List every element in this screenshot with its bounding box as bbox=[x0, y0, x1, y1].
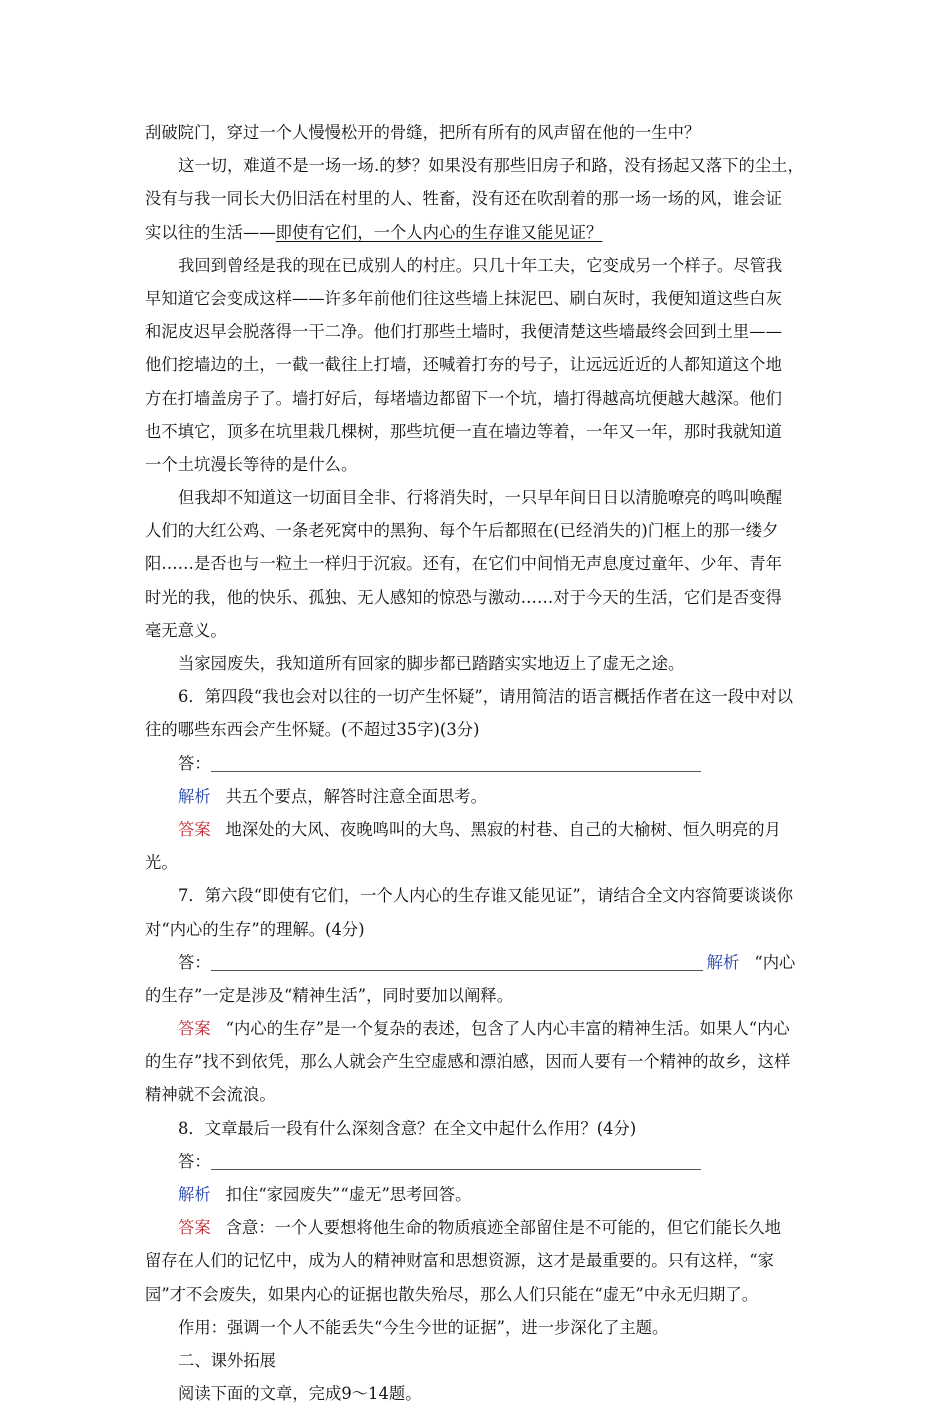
answer-prefix: 答： bbox=[178, 952, 211, 972]
analysis-text: 共五个要点，解答时注意全面思考。 bbox=[225, 786, 487, 806]
underlined-sentence: 即使有它们，一个人内心的生存谁又能见证？ bbox=[275, 222, 603, 242]
answer-line bbox=[145, 946, 810, 979]
answer-key-line bbox=[145, 1012, 810, 1045]
question-6-line: 往的哪些东西会产生怀疑。(不超过35字)(3分) bbox=[145, 720, 480, 740]
answer-key-line: 作用：强调一个人不能丢失“今生今世的证据”，进一步深化了主题。 bbox=[178, 1317, 669, 1337]
answer-key-label: 答案 bbox=[178, 1019, 211, 1039]
answer-blank[interactable] bbox=[211, 1168, 701, 1170]
answer-key-line bbox=[145, 813, 810, 846]
passage-line: 和泥皮迟早会脱落得一干二净。他们打那些土墙时，我便清楚这些墙最终会回到土里—— bbox=[145, 322, 782, 342]
passage-line: 刮破院门，穿过一个人慢慢松开的骨缝，把所有所有的风声留在他的一生中？ bbox=[145, 123, 701, 142]
analysis-line: 的生存”一定是涉及“精神生活”，同时要加以阐释。 bbox=[145, 985, 514, 1005]
passage-line: 我回到曾经是我的现在已成别人的村庄。只几十年工夫，它变成另一个样子。尽管我 bbox=[178, 255, 783, 275]
analysis-text: 扣住“家园废失”“虚无”思考回答。 bbox=[225, 1185, 472, 1204]
analysis-line bbox=[145, 1178, 810, 1211]
passage-line: 当家园废失，我知道所有回家的脚步都已踏踏实实地迈上了虚无之途。 bbox=[178, 654, 685, 673]
answer-line bbox=[145, 1145, 810, 1178]
answer-prefix: 答： bbox=[178, 1151, 211, 1171]
passage-line bbox=[145, 216, 810, 249]
passage-line: 这一切，难道不是一场一场.的梦？如果没有那些旧房子和路，没有扬起又落下的尘土， bbox=[178, 156, 804, 176]
answer-key-label: 答案 bbox=[178, 1218, 211, 1238]
answer-blank[interactable] bbox=[211, 969, 703, 971]
answer-key-label: 答案 bbox=[178, 819, 211, 839]
passage-line: 一个土坑漫长等待的是什么。 bbox=[145, 454, 358, 474]
passage-line: 也不填它，顶多在坑里栽几棵树，那些坑便一直在墙边等着，一年又一年，那时我就知道 bbox=[145, 421, 782, 441]
passage-line: 毫无意义。 bbox=[145, 620, 227, 640]
answer-key-line: 留存在人们的记忆中，成为人的精神财富和思想资源，这才是最重要的。只有这样，“家 bbox=[145, 1251, 774, 1271]
passage-line: 阳……是否也与一粒土一样归于沉寂。还有，在它们中间悄无声息度过童年、少年、青年 bbox=[145, 554, 782, 574]
question-7-line: 对“内心的生存”的理解。(4分) bbox=[145, 919, 365, 939]
passage-line: 人们的大红公鸡、一条老死窝中的黑狗、每个午后都照在(已经消失的)门框上的那一缕夕 bbox=[145, 521, 779, 541]
question-8-line: 8．文章最后一段有什么深刻含意？在全文中起什么作用？(4分) bbox=[178, 1118, 637, 1138]
answer-key-text: “内心的生存”是一个复杂的表述，包含了人内心丰富的精神生活。如果人“内心 bbox=[225, 1019, 790, 1039]
answer-prefix: 答： bbox=[178, 753, 211, 773]
answer-blank[interactable] bbox=[211, 770, 701, 772]
section-instruction: 阅读下面的文章，完成9～14题。 bbox=[178, 1384, 422, 1404]
answer-key-line: 精神就不会流浪。 bbox=[145, 1085, 276, 1105]
question-6-line: 6．第四段“我也会对以往的一切产生怀疑”，请用简洁的语言概括作者在这一段中对以 bbox=[178, 687, 794, 707]
answer-key-line: 园”才不会废失，如果内心的证据也散失殆尽，那么人们只能在“虚无”中永无归期了。 bbox=[145, 1284, 759, 1304]
passage-line: 但我却不知道这一切面目全非、行将消失时，一只早年间日日以清脆嘹亮的鸣叫唤醒 bbox=[178, 488, 783, 508]
passage-text: 实以往的生活—— bbox=[145, 222, 276, 242]
analysis-label: 解析 bbox=[178, 786, 211, 806]
passage-line: 时光的我，他的快乐、孤独、无人感知的惊恐与激动……对于今天的生活，它们是否变得 bbox=[145, 587, 782, 607]
analysis-line bbox=[145, 780, 810, 813]
question-7-line: 7．第六段“即使有它们，一个人内心的生存谁又能见证”，请结合全文内容简要谈谈你 bbox=[178, 886, 794, 906]
analysis-text: “内心 bbox=[754, 952, 796, 972]
answer-key-line: 光。 bbox=[145, 853, 178, 873]
passage-line: 他们挖墙边的土，一截一截往上打墙，还喊着打夯的号子，让远远近近的人都知道这个地 bbox=[145, 355, 782, 375]
section-heading: 二、课外拓展 bbox=[178, 1350, 276, 1370]
passage-line: 没有与我一同长大仍旧活在村里的人、牲畜，没有还在吹刮着的那一场一场的风，谁会证 bbox=[145, 189, 782, 209]
passage-line: 方在打墙盖房子了。墙打好后，每堵墙边都留下一个坑，墙打得越高坑便越大越深。他们 bbox=[145, 388, 782, 408]
answer-key-text: 地深处的大风、夜晚鸣叫的大鸟、黑寂的村巷、自己的大榆树、恒久明亮的月 bbox=[225, 819, 781, 839]
analysis-label: 解析 bbox=[178, 1185, 211, 1204]
answer-key-line: 的生存”找不到依凭，那么人就会产生空虚感和漂泊感，因而人要有一个精神的故乡，这样 bbox=[145, 1052, 791, 1072]
passage-line: 早知道它会变成这样——许多年前他们往这些墙上抹泥巴、刷白灰时，我便知道这些白灰 bbox=[145, 288, 782, 308]
document-page bbox=[145, 116, 810, 1410]
analysis-label: 解析 bbox=[706, 952, 740, 972]
answer-key-text: 含意：一个人要想将他生命的物质痕迹全部留住是不可能的，但它们能长久地 bbox=[225, 1218, 781, 1238]
answer-line bbox=[145, 747, 810, 780]
answer-key-line bbox=[145, 1211, 810, 1244]
